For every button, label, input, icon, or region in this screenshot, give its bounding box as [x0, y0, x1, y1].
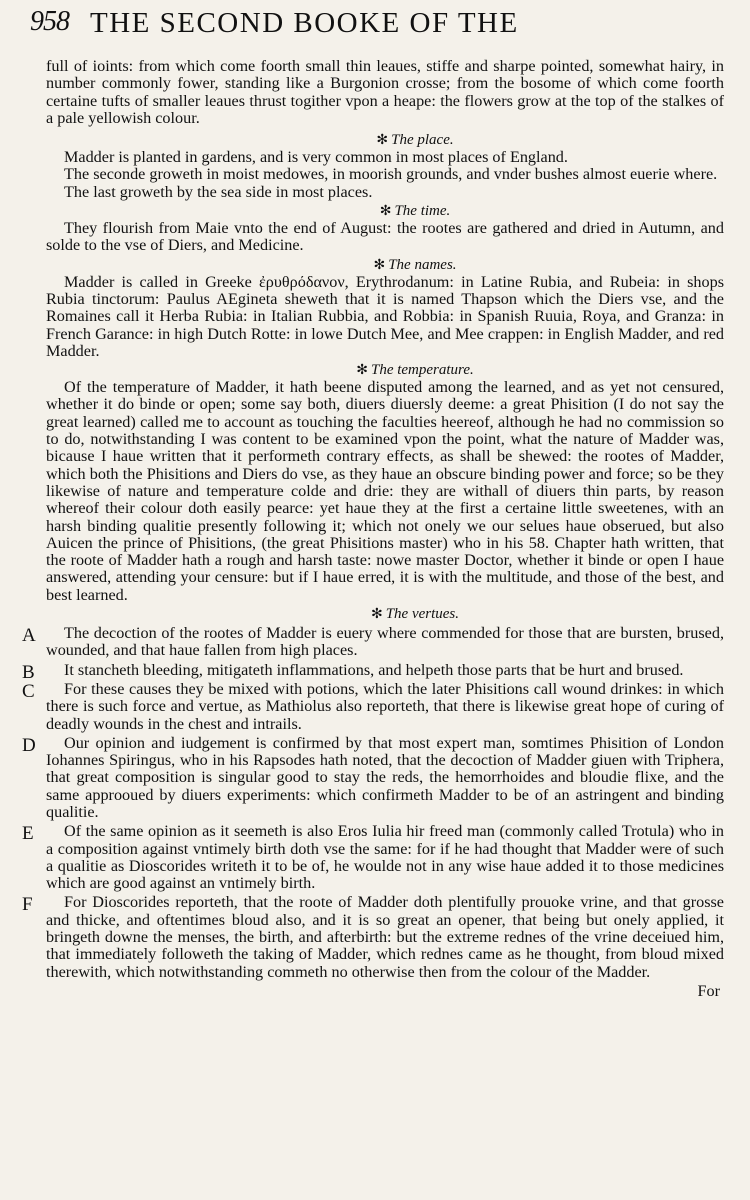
vertue-text: For Dioscorides reporteth, that the roote of Madder doth plentifully prouoke vrine, and that grosse and thicke, and oftentimes bloud also, and it is so great an opener, that being but onely applied, it bringeth downe the menses, the birth, and afterbirth: but the extreme rednes of the vrine deceiued him, that immediately followeth the taking of Madder, which rednes came as he thought, from bloud mixed therewith, which notwithstanding commeth no otherwise then from the colour of the Madder. [46, 893, 724, 981]
place-paragraph: The seconde groweth in moist medowes, in moorish grounds, and vnder bushes almost euerie where. [64, 165, 718, 184]
running-title: THE SECOND BOOKE OF THE [90, 7, 519, 39]
intro-paragraph: full of ioints: from which come foorth small thin leaues, stiffe and sharpe pointed, somewhat hairy, in number commonly fower, standing like a Burgonion crosse; from the bosome of which come foorth certaine tufts of smaller leaues thrust togither vpon a heape: the flowers grow at the top of the stalkes of a pale yellowish colour. [46, 57, 724, 127]
place-paragraph: Madder is planted in gardens, and is very common in most places of England. [64, 148, 568, 167]
vertue-item [22, 624, 724, 660]
vertue-item [22, 893, 724, 981]
margin-letter: A [22, 625, 36, 647]
fleuron-icon: ✻ [370, 607, 383, 623]
section-heading-temperature: ✻ The temperature. [356, 362, 474, 379]
names-paragraph: Madder is called in Greeke ἐρυθρόδανον, Erythrodanum: in Latine Rubia, and Rubeia: in shops Rubia tinctorum: Paulus AEgineta sheweth that it is named Thapson which the Diers vse, and the Romaines call it Herba Rubia: in Italian Rubbia, and Robbia: in Spanish Ruuia, Roya, and Granza: in French Garance: in high Dutch Rotte: in lowe Dutch Mee, and Mee crappen: in English Madder, and red Madder. [46, 272, 724, 360]
section-heading-names: ✻ The names. [373, 256, 457, 273]
section-heading-time: ✻ The time. [379, 203, 451, 220]
vertue-item [22, 679, 724, 733]
section-heading-vertues: ✻ The vertues. [370, 606, 460, 623]
vertue-text: For these causes they be mixed with potions, which the later Phisitions call wound drinkes: in which there is such force and vertue, as Mathiolus also reporteth, that there is likewise great hope of curing of deadly wounds in the chest and intrails. [46, 679, 724, 733]
margin-letter: D [22, 734, 36, 756]
body-text [22, 57, 724, 1000]
fleuron-icon: ✻ [356, 363, 368, 379]
temperature-paragraph: Of the temperature of Madder, it hath beene disputed among the learned, and as yet not censured, whether it do binde or open; some say both, diuers diuersly deeme: a great Phisition (I do not say the great learned) called me to account as touching the faculties heereof, although he had no commission so to do, notwithstanding I was content to be examined vpon the point, what the nature of Madder was, bicause I haue written that it performeth contrary effects, as shall be shewed: the rootes of Madder, which both the Phisitions and Diers do vse, as they haue an obscure binding power and force; so be they likewise of nature and temperature colde and drie: they are withall of diuers thin parts, by reason whereof their colour doth easily pearce: yet haue they at the first a certaine little sweetenes, with an harsh binding qualitie presently following it; which not onely we our selues haue obserued, but also Auicen the prince of Phisitions, (the great Phisitions master) who in his 58. Chapter hath written, that the roote of Madder hath a rough and harsh taste: nowe master Doctor, whether it binde or open I haue answered, attending your censure: but if I haue erred, it is with the multitude, and those of the best, and best learned. [46, 378, 724, 604]
fleuron-icon: ✻ [376, 133, 389, 149]
margin-letter: E [22, 823, 34, 845]
fleuron-icon: ✻ [373, 257, 386, 273]
vertue-item [22, 822, 724, 893]
place-paragraph: The last groweth by the sea side in most places. [64, 182, 373, 201]
vertue-item [22, 733, 724, 821]
fleuron-icon: ✻ [379, 204, 392, 220]
time-paragraph: They flourish from Maie vnto the end of August: the rootes are gathered and dried in Autumn, and solde to the vse of Diers, and Medicine. [46, 219, 724, 255]
margin-letter: F [22, 894, 33, 916]
page-header [30, 6, 720, 46]
margin-letter: C [22, 680, 35, 702]
page-number: 958 [30, 6, 69, 37]
vertue-text: Our opinion and iudgement is confirmed by that most expert man, somtimes Phisition of London Iohannes Spiringus, who in his Rapsodes hath noted, that the decoction of Madder giuen with Triphera, that great composition is singular good to stay the reds, the hemorrhoides and bloudie flixe, and the same approoued by diuers experiments: which confirmeth Madder to be of an astringent and binding qualitie. [46, 733, 724, 821]
vertue-text: Of the same opinion as it seemeth is also Eros Iulia hir freed man (commonly called Trotula) who in a composition against vntimely birth doth vse the same: for if he had thought that Madder were of such a qualitie as Dioscorides writeth it to be of, he woulde not in any wise haue added it to those medicines which are good against an vntimely birth. [46, 822, 724, 893]
vertue-text: The decoction of the rootes of Madder is euery where commended for those that are bursten, brused, wounded, and that haue fallen from high places. [46, 624, 724, 660]
catchword: For [697, 981, 720, 1000]
section-heading-place: ✻ The place. [376, 132, 454, 149]
vertue-text: It stancheth bleeding, mitigateth inflammations, and helpeth those parts that be hurt and brused. [64, 660, 684, 679]
margin-letter: B [22, 661, 35, 683]
vertue-item [22, 660, 724, 683]
